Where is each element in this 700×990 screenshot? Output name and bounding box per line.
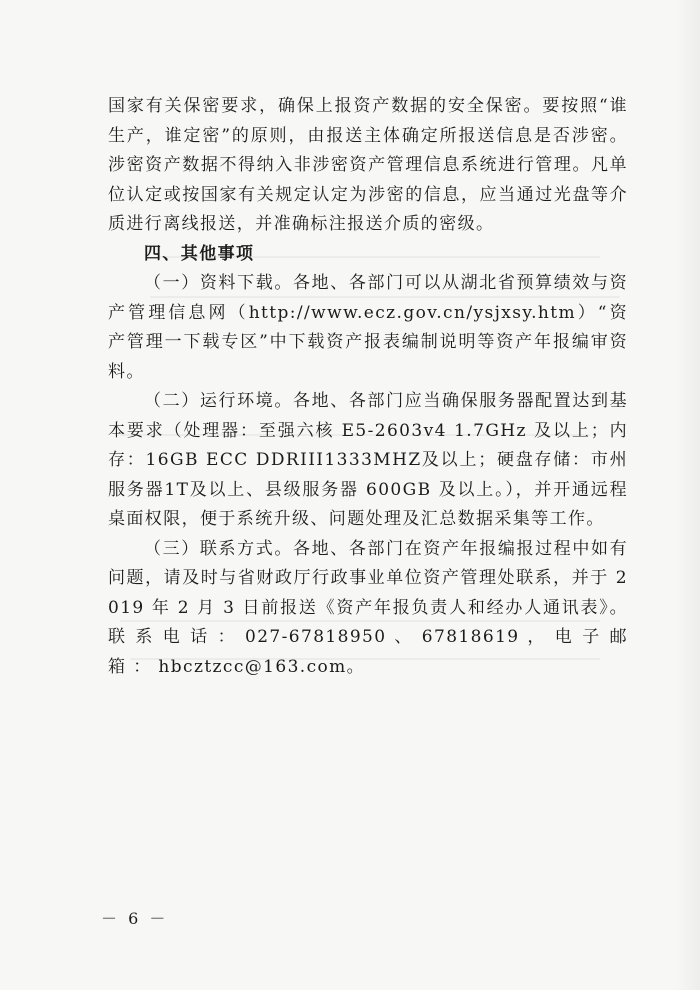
scan-edge-shadow bbox=[676, 0, 700, 990]
paragraph-contact: （三）联系方式。各地、各部门在资产年报编报过程中如有问题，请及时与省财政厅行政事业单位资产管理处联系，并于 2019 年 2 月 3 日前报送《资产年报负责人和经办人通讯表》。联 系 电 话 ： 027-67818950 、 67818619 ， 电 子 邮 箱 ： hbcztzcc@163.com。 bbox=[108, 538, 628, 677]
paragraph-environment: （二）运行环境。各地、各部门应当确保服务器配置达到基本要求（处理器：至强六核 E5-2603v4 1.7GHz 及以上；内存：16GB ECC DDRIII1333MHZ及以上；硬盘存储：市州服务器1T及以上、县级服务器 600GB 及以上。），并开通远程桌面权限，便于系统升级、问题处理及汇总数据采集等工作。 bbox=[108, 391, 628, 529]
paragraph-downloads: （一）资料下载。各地、各部门可以从湖北省预算绩效与资产管理信息网（http://www.ecz.gov.cn/ysjxsy.htm）“资产管理一下载专区”中下载资产报表编制说明等资产年报编审资料。 bbox=[108, 273, 628, 382]
page-number: － 6 － bbox=[101, 909, 169, 928]
document-body bbox=[108, 92, 628, 682]
section-heading-other-matters: 四、其他事项 bbox=[144, 243, 255, 264]
paragraph-security: 国家有关保密要求，确保上报资产数据的安全保密。要按照“谁生产，谁定密”的原则，由报送主体确定所报送信息是否涉密。涉密资产数据不得纳入非涉密资产管理信息系统进行管理。凡单位认定或按国家有关规定认定为涉密的信息，应当通过光盘等介质进行离线报送，并准确标注报送介质的密级。 bbox=[108, 96, 628, 234]
